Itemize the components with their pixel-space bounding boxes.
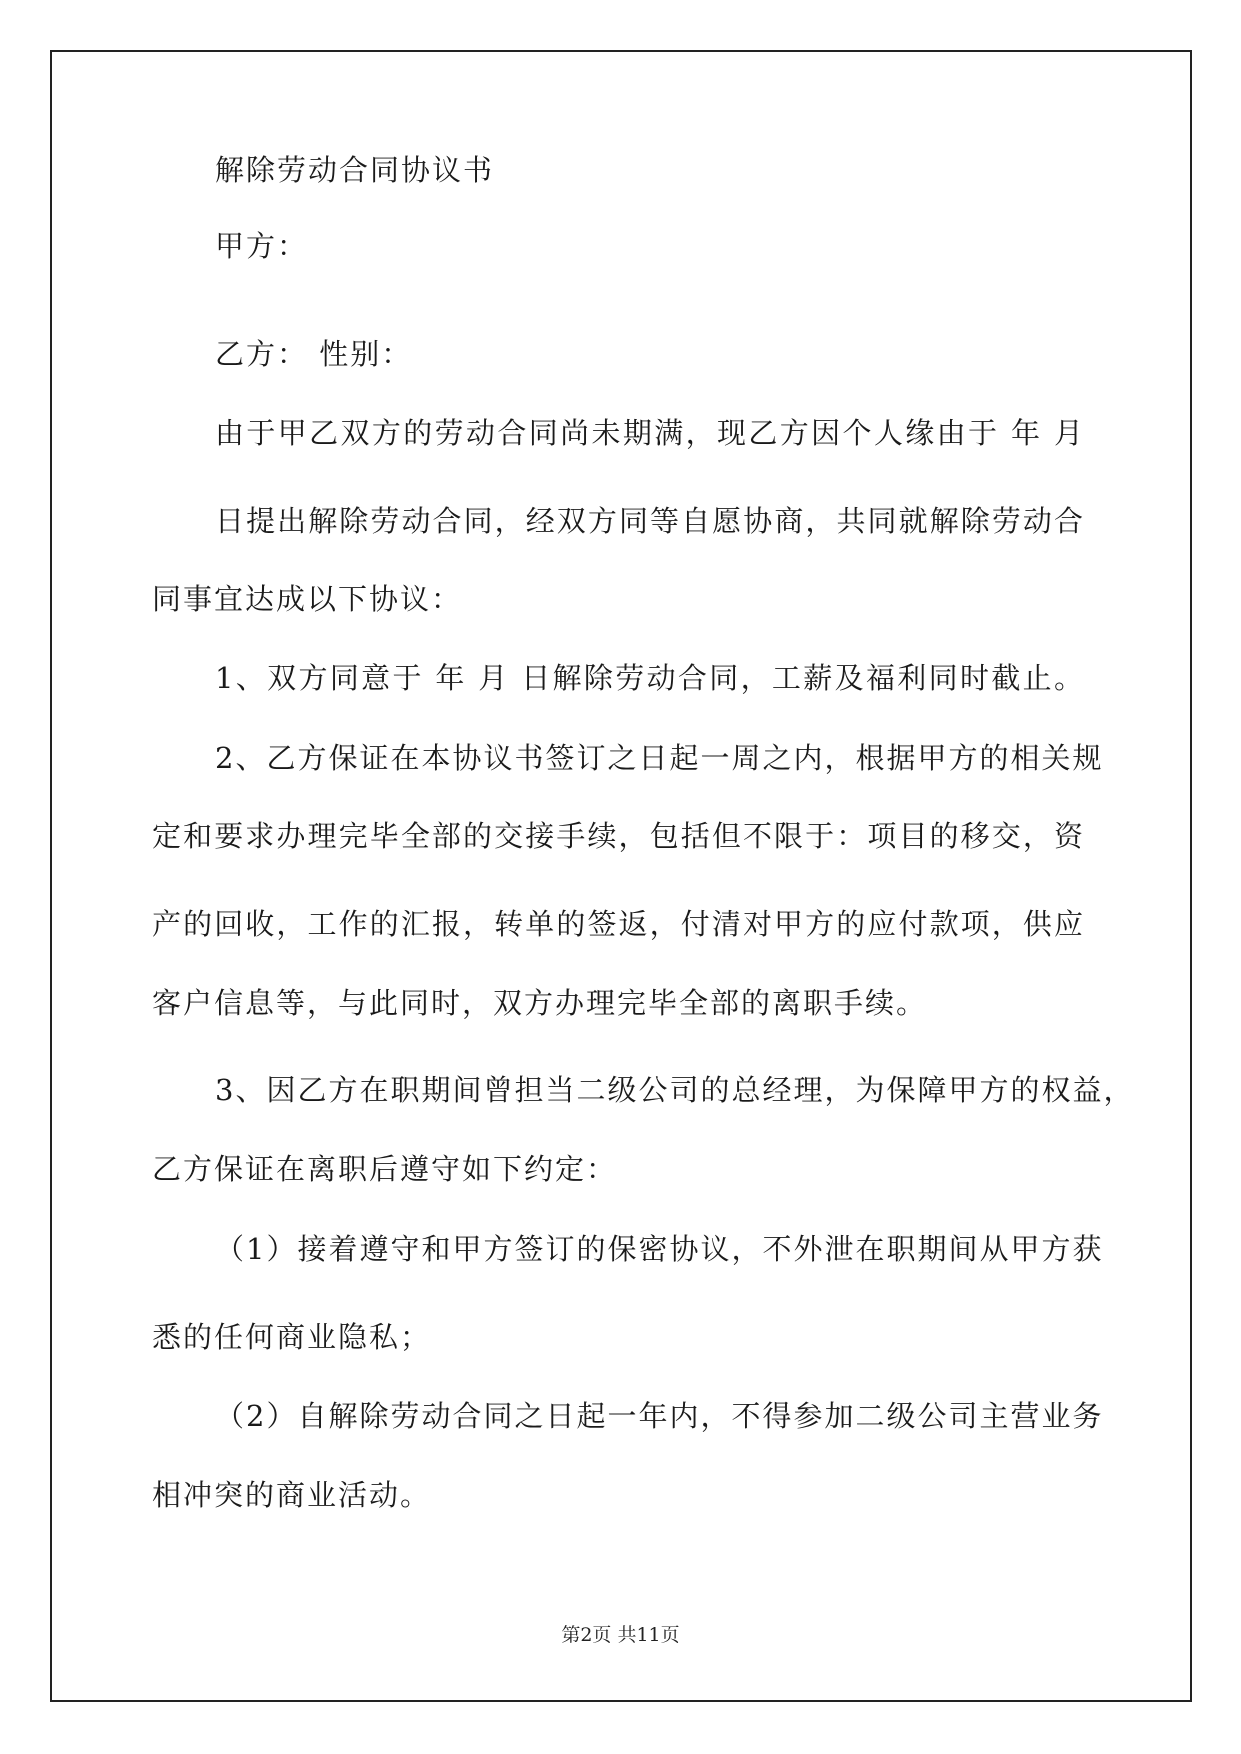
- party-b-line: 乙方： 性别：: [215, 337, 413, 371]
- paragraph-line: 日提出解除劳动合同，经双方同等自愿协商，共同就解除劳动合: [215, 504, 1085, 538]
- paragraph-line: 同事宜达成以下协议：: [152, 582, 463, 616]
- clause-3-line: 3、因乙方在职期间曾担当二级公司的总经理，为保障甲方的权益，: [215, 1073, 1135, 1107]
- clause-1-line: 1、双方同意于 年 月 日解除劳动合同，工薪及福利同时截止。: [215, 661, 1085, 695]
- clause-2-line: 产的回收，工作的汇报，转单的签返，付清对甲方的应付款项，供应: [152, 907, 1085, 941]
- page-number-footer: 第2页 共11页: [561, 1624, 680, 1646]
- clause-2-line: 定和要求办理完毕全部的交接手续，包括但不限于：项目的移交，资: [152, 819, 1085, 853]
- sub-clause-1-line: （1）接着遵守和甲方签订的保密协议，不外泄在职期间从甲方获: [215, 1232, 1104, 1266]
- clause-2-line: 客户信息等，与此同时，双方办理完毕全部的离职手续。: [152, 986, 928, 1020]
- sub-clause-1-line: 悉的任何商业隐私；: [152, 1320, 432, 1354]
- page-border: [50, 50, 1192, 1702]
- sub-clause-2-line: （2）自解除劳动合同之日起一年内，不得参加二级公司主营业务: [215, 1399, 1104, 1433]
- sub-clause-2-line: 相冲突的商业活动。: [152, 1478, 432, 1512]
- clause-3-line: 乙方保证在离职后遵守如下约定：: [152, 1152, 618, 1186]
- document-title: 解除劳动合同协议书: [215, 153, 495, 187]
- clause-2-line: 2、乙方保证在本协议书签订之日起一周之内，根据甲方的相关规: [215, 741, 1104, 775]
- paragraph-line: 由于甲乙双方的劳动合同尚未期满，现乙方因个人缘由于 年 月: [215, 416, 1085, 450]
- party-a-line: 甲方：: [215, 229, 309, 263]
